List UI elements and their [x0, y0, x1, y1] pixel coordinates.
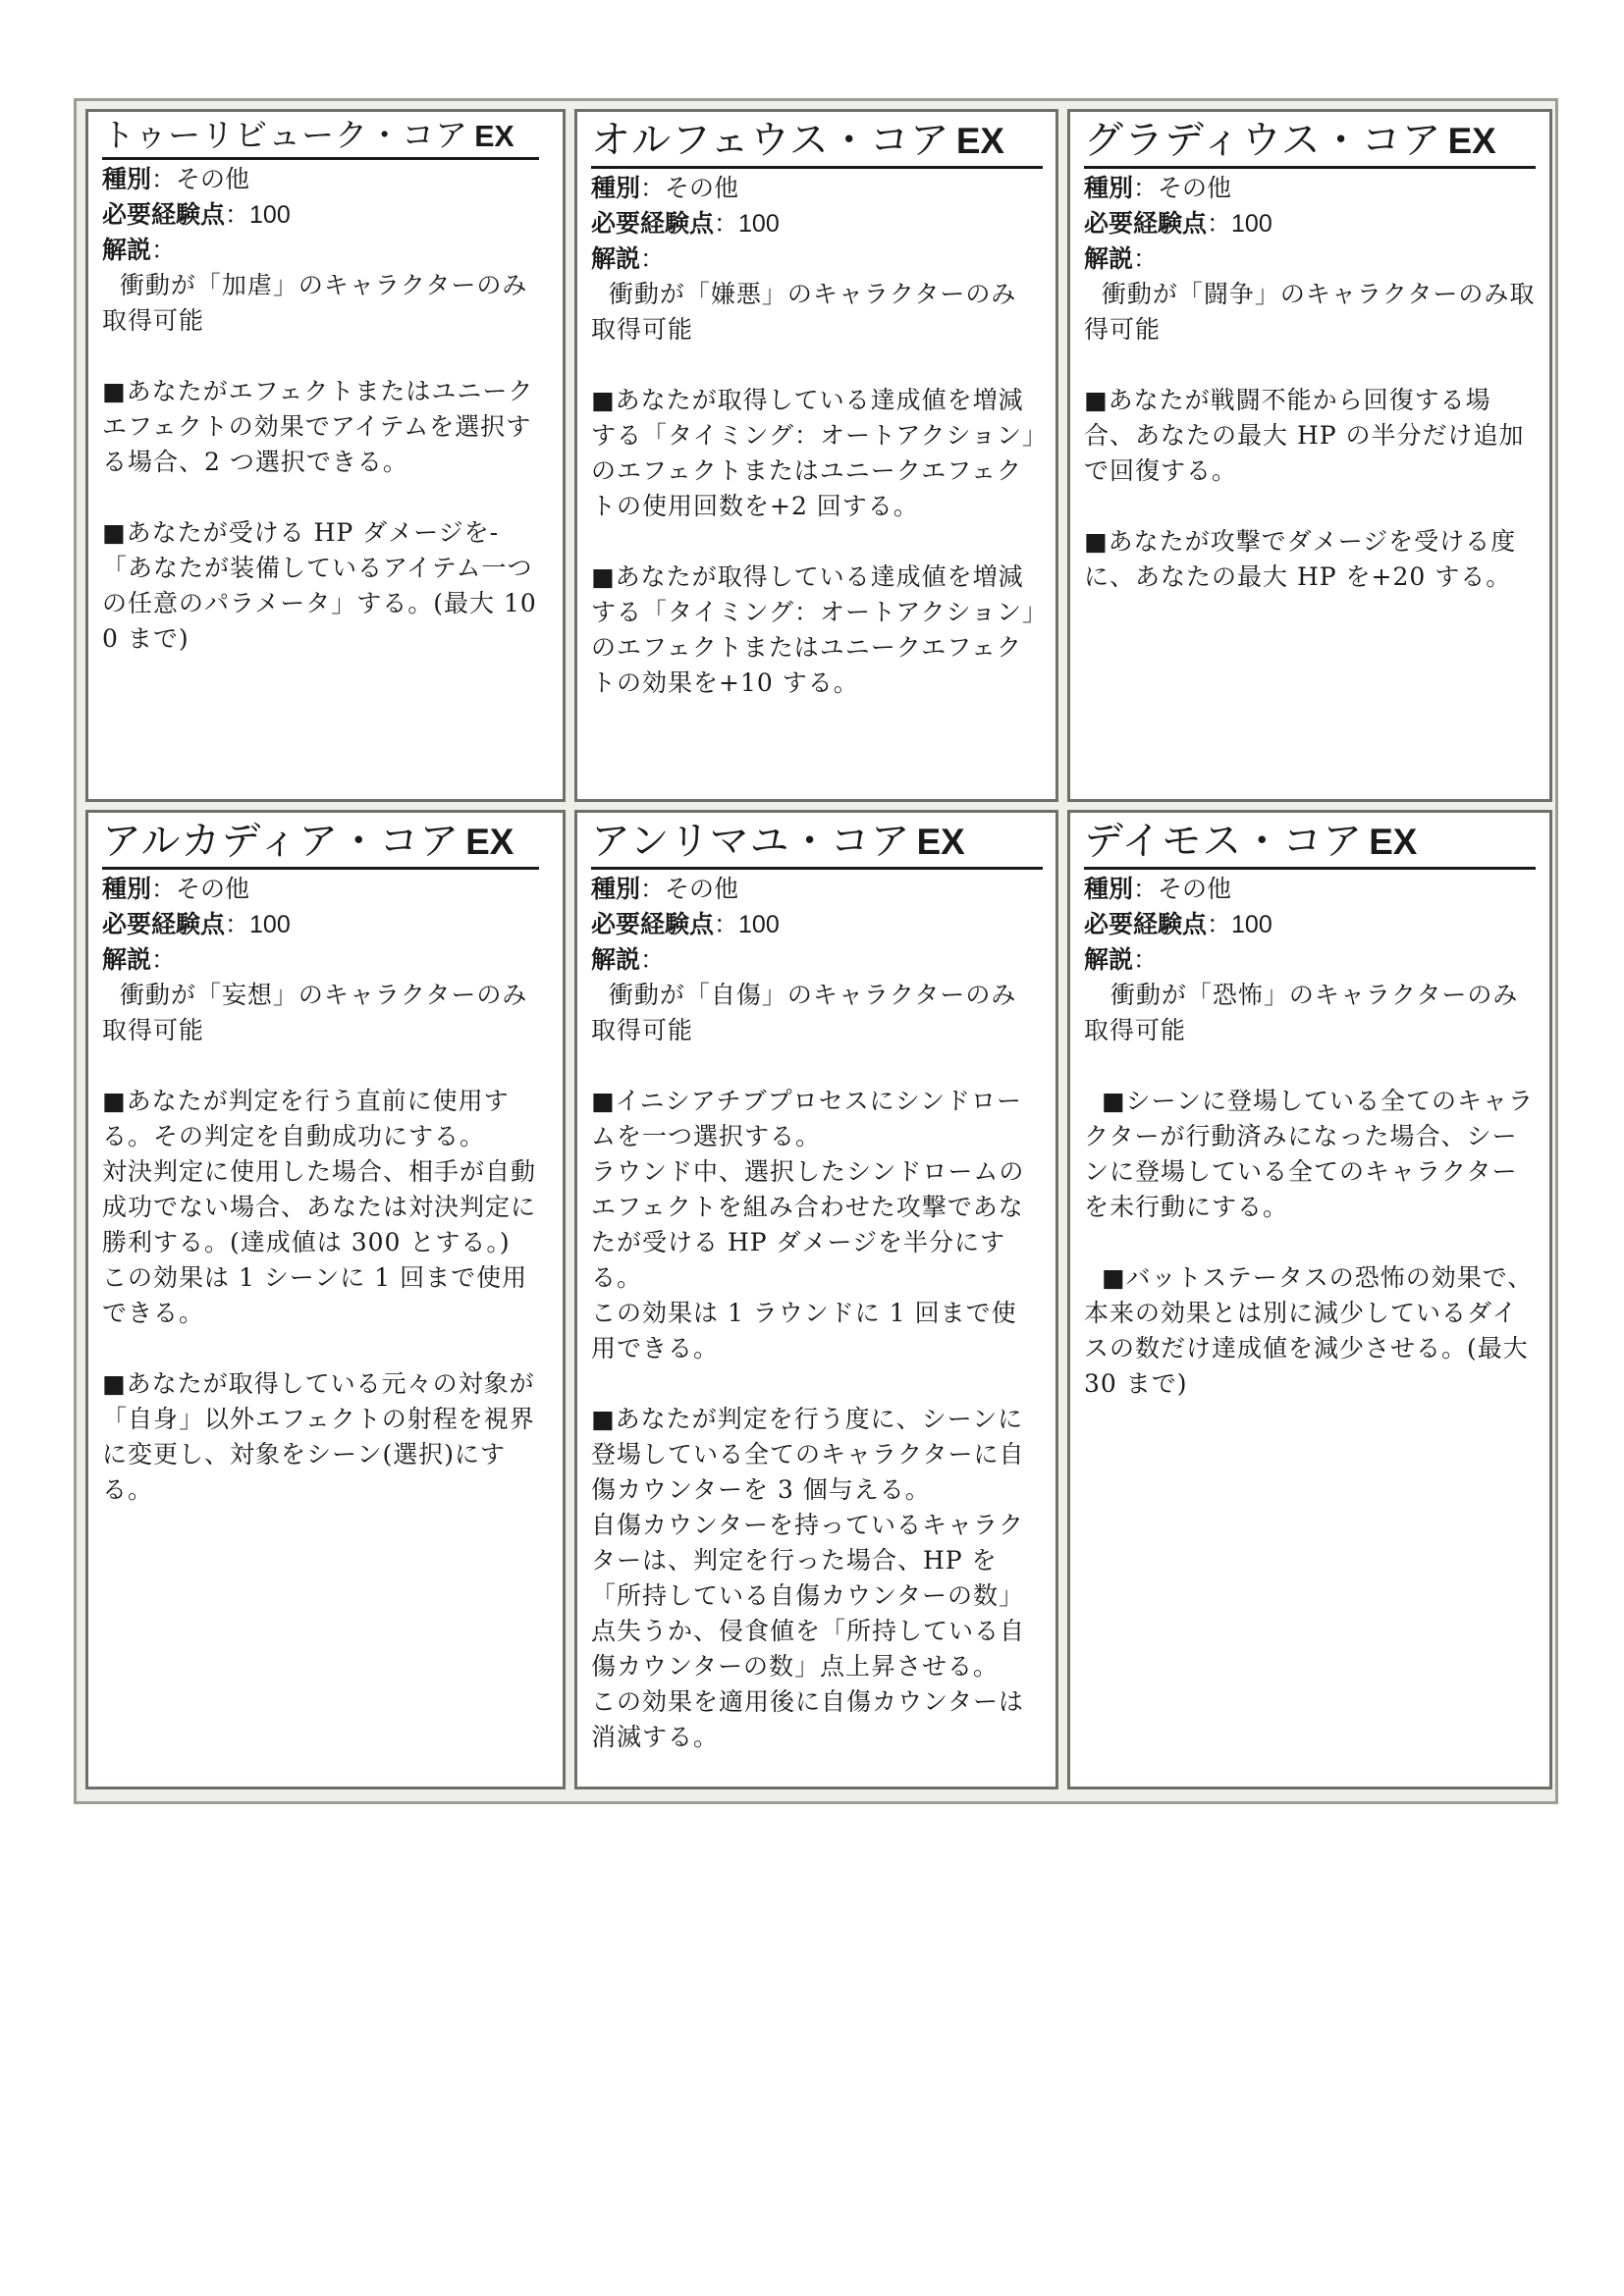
- type-separator: ：: [151, 165, 177, 193]
- card-title-text: オルフェウス・コア: [591, 118, 950, 163]
- type-value: その他: [176, 875, 250, 903]
- desc-row: [1084, 241, 1536, 277]
- xp-separator: ：: [225, 200, 250, 229]
- type-value: その他: [1158, 174, 1232, 202]
- xp-row: [1084, 907, 1536, 942]
- xp-separator: ：: [714, 209, 739, 238]
- type-row: [102, 162, 549, 197]
- desc-separator: ：: [640, 244, 666, 273]
- type-row: [591, 872, 1042, 907]
- desc-label: 解説: [591, 946, 641, 974]
- desc-row: [102, 233, 549, 268]
- type-label: 種別: [1084, 876, 1134, 903]
- xp-row: [591, 206, 1042, 241]
- desc-separator: ：: [151, 945, 177, 974]
- type-row: [1084, 872, 1536, 907]
- type-separator: ：: [1133, 174, 1159, 202]
- card-title-text: トゥーリビューク・コア: [102, 116, 469, 154]
- desc-row: [591, 241, 1042, 277]
- type-separator: ：: [640, 875, 666, 903]
- type-value: その他: [665, 174, 739, 202]
- type-separator: ：: [640, 174, 666, 202]
- card-grid: [74, 98, 1558, 1804]
- type-row: [591, 171, 1042, 206]
- xp-label: 必要経験点: [1084, 911, 1208, 938]
- desc-separator: ：: [1133, 945, 1159, 974]
- card-gladius-core: [1067, 109, 1552, 802]
- xp-separator: ：: [714, 910, 739, 938]
- card-title: [1084, 817, 1536, 870]
- card-description: 衝動が「妄想」のキャラクターのみ取得可能 ■あなたが判定を行う直前に使用する。その判定を自動成功にする。 対決判定に使用した場合、相手が自動成功でない場合、あなたは対決判定に勝利する。(達成値は 300 とする。) この効果は 1 シーンに 1 回まで使用できる。 ■あなたが取得している元々の対象が「自身」以外エフェクトの射程を視界に変更し、対象をシーン(選択)にする。: [102, 981, 537, 1504]
- card-title-suffix: EX: [1369, 822, 1418, 862]
- desc-row: [102, 942, 549, 978]
- type-label: 種別: [591, 876, 641, 903]
- card-title-suffix: EX: [465, 822, 514, 862]
- type-value: その他: [176, 165, 250, 193]
- type-separator: ：: [1133, 875, 1159, 903]
- type-label: 種別: [102, 876, 152, 903]
- xp-row: [102, 907, 549, 942]
- card-title: [591, 116, 1043, 169]
- type-label: 種別: [1084, 175, 1134, 202]
- card-title-suffix: EX: [955, 121, 1004, 161]
- card-description: 衝動が「自傷」のキャラクターのみ取得可能 ■イニシアチブプロセスにシンドロームを一つ選択する。 ラウンド中、選択したシンドロームのエフェクトを組み合わせた攻撃であなたが受ける HP ダメージを半分にする。 この効果は 1 ラウンドに 1 回まで使用できる。 ■あなたが判定を行う度に、シーンに登場している全てのキャラクターに自傷カウンターを 3 個与える。 自傷カウンターを持っているキャラクターは、判定を行った場合、HP を「所持している自傷カウンターの数」点失うか、侵食値を「所持している自傷カウンターの数」点上昇させる。 この効果を適用後に自傷カウンターは消滅する。: [591, 981, 1026, 1751]
- xp-separator: ：: [1207, 910, 1232, 938]
- desc-label: 解説: [591, 245, 641, 273]
- xp-value: 100: [738, 210, 780, 238]
- card-title-text: アンリマユ・コア: [591, 819, 911, 864]
- type-row: [102, 872, 549, 907]
- card-title: [591, 817, 1043, 870]
- xp-label: 必要経験点: [1084, 210, 1208, 238]
- card-title-suffix: EX: [474, 121, 514, 153]
- desc-separator: ：: [1133, 244, 1159, 273]
- card-description: 衝動が「恐怖」のキャラクターのみ取得可能 ■シーンに登場している全てのキャラクターが行動済みになった場合、シーンに登場している全てのキャラクターを未行動にする。 ■バットステータスの恐怖の効果で、本来の効果とは別に減少しているダイスの数だけ達成値を減少させる。(最大 30 まで): [1084, 981, 1535, 1398]
- card-tourbillon-core: [85, 109, 566, 802]
- xp-label: 必要経験点: [102, 201, 226, 229]
- desc-row: [591, 942, 1042, 978]
- desc-label: 解説: [1084, 946, 1134, 974]
- xp-label: 必要経験点: [102, 911, 226, 938]
- xp-value: 100: [1231, 210, 1272, 238]
- desc-row: [1084, 942, 1536, 978]
- xp-row: [102, 197, 549, 233]
- card-title: [102, 817, 539, 870]
- card-orpheus-core: [574, 109, 1058, 802]
- card-title-suffix: EX: [916, 822, 965, 862]
- xp-value: 100: [1231, 911, 1272, 938]
- xp-row: [1084, 206, 1536, 241]
- xp-label: 必要経験点: [591, 911, 715, 938]
- card-deimos-core: [1067, 810, 1552, 1789]
- desc-label: 解説: [102, 237, 152, 264]
- card-title-text: グラディウス・コア: [1084, 118, 1442, 163]
- type-label: 種別: [102, 166, 152, 193]
- card-title-text: デイモス・コア: [1084, 819, 1364, 864]
- card-description: 衝動が「闘争」のキャラクターのみ取得可能 ■あなたが戦闘不能から回復する場合、あなたの最大 HP の半分だけ追加で回復する。 ■あなたが攻撃でダメージを受ける度に、あなたの最大 HP を+20 する。: [1084, 280, 1536, 591]
- card-description: 衝動が「加虐」のキャラクターのみ取得可能 ■あなたがエフェクトまたはユニークエフェクトの効果でアイテムを選択する場合、2 つ選択できる。 ■あなたが受ける HP ダメージを-「あなたが装備しているアイテム一つの任意のパラメータ」する。(最大 100 まで): [102, 271, 537, 653]
- type-label: 種別: [591, 175, 641, 202]
- card-title-text: アルカディア・コア: [102, 819, 460, 864]
- card-description: 衝動が「嫌悪」のキャラクターのみ取得可能 ■あなたが取得している達成値を増減する「タイミング：オートアクション」のエフェクトまたはユニークエフェクトの使用回数を+2 回する。 ■あなたが取得している達成値を増減する「タイミング：オートアクション」のエフェクトまたはユニークエフェクトの効果を+10 する。: [591, 280, 1036, 697]
- card-title: [102, 116, 539, 160]
- desc-label: 解説: [1084, 245, 1134, 273]
- card-arcadia-core: [85, 810, 566, 1789]
- type-separator: ：: [151, 875, 177, 903]
- desc-separator: ：: [640, 945, 666, 974]
- xp-value: 100: [249, 201, 291, 229]
- xp-value: 100: [738, 911, 780, 938]
- card-title-suffix: EX: [1447, 121, 1496, 161]
- xp-label: 必要経験点: [591, 210, 715, 238]
- desc-label: 解説: [102, 946, 152, 974]
- card-angra-mainyu-core: [574, 810, 1058, 1789]
- type-value: その他: [1158, 875, 1232, 903]
- xp-row: [591, 907, 1042, 942]
- xp-separator: ：: [225, 910, 250, 938]
- type-value: その他: [665, 875, 739, 903]
- type-row: [1084, 171, 1536, 206]
- xp-separator: ：: [1207, 209, 1232, 238]
- desc-separator: ：: [151, 236, 177, 264]
- xp-value: 100: [249, 911, 291, 938]
- card-title: [1084, 116, 1536, 169]
